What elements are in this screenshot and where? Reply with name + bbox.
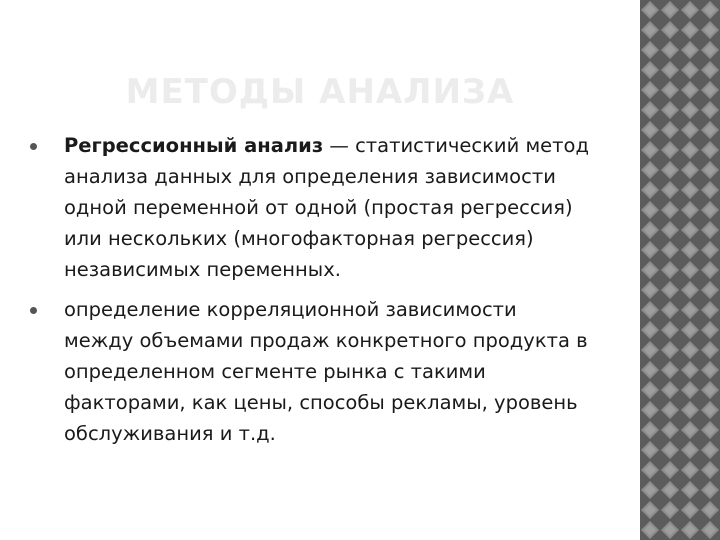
diamond-pattern <box>640 0 720 540</box>
bullet-item-correlation <box>30 294 590 449</box>
bullet-text: — статистический метод анализа данных для определения зависимости одной переменной от одной (простая регрессия) или нескольких (многофакторная регрессия) независимых переменных. <box>64 134 589 281</box>
decorative-pattern-strip <box>640 0 720 540</box>
bullet-term: Регрессионный анализ <box>64 134 324 157</box>
slide-title: МЕТОДЫ АНАЛИЗА <box>125 72 515 112</box>
bullet-icon <box>30 307 37 314</box>
bullet-icon <box>30 143 37 150</box>
bullet-item-regression <box>30 130 590 285</box>
bullet-list <box>30 130 590 458</box>
bullet-text: определение корреляционной зависимости между объемами продаж конкретного продукта в определенном сегменте рынка с такими факторами, как цены, способы рекламы, уровень обслуживания и т.д. <box>64 298 588 445</box>
